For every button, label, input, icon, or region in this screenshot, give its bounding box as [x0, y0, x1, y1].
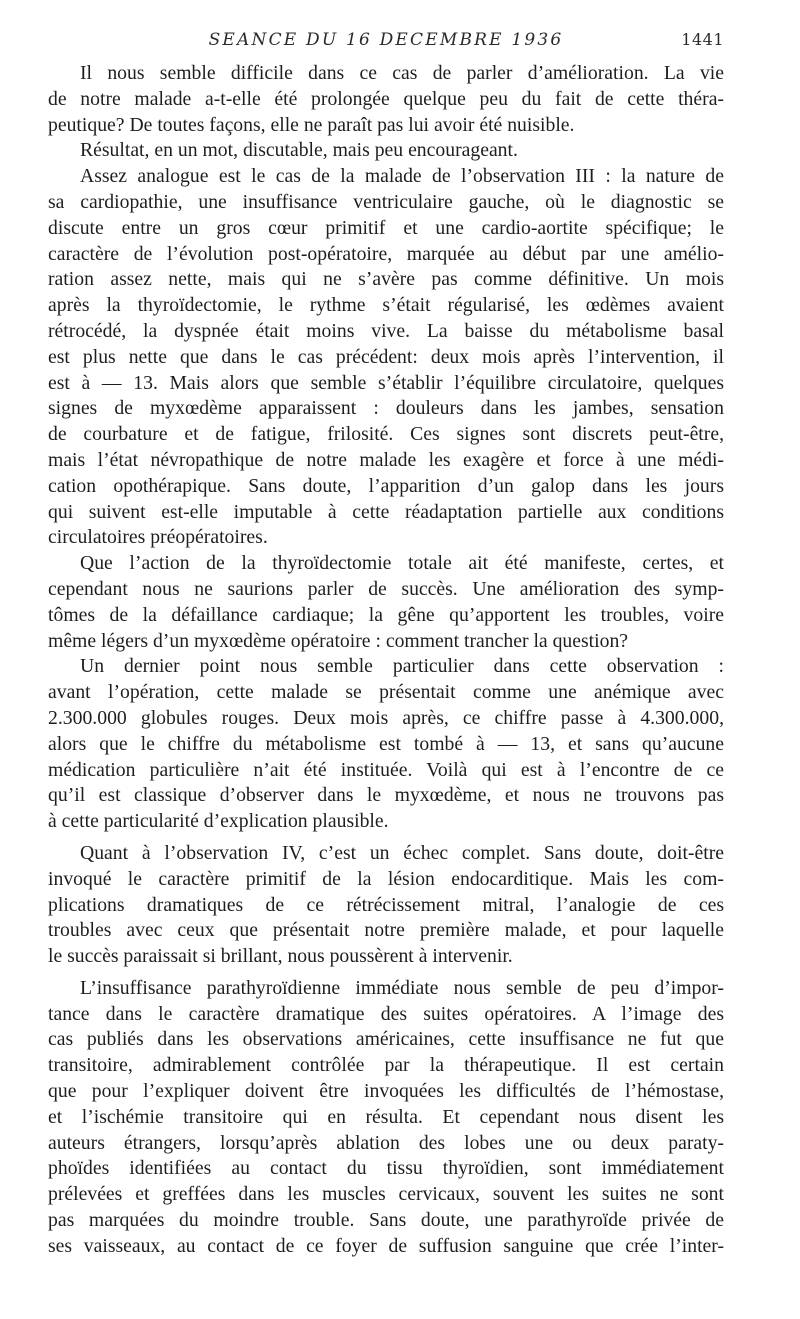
- text-line: Assez analogue est le cas de la malade de l’observation III : la nature de: [80, 165, 724, 188]
- text-line: pas marquées du moindre trouble. Sans doute, une parathyroïde privée de: [48, 1209, 724, 1232]
- text-line: invoqué le caractère primitif de la lésion endocarditique. Mais les com-: [48, 867, 724, 890]
- text-line: prélevées et greffées dans les muscles cervicaux, souvent les suites ne sont: [48, 1183, 724, 1206]
- paragraph: [48, 654, 724, 835]
- text-line: tance dans le caractère dramatique des suites opératoires. A l’image des: [48, 1002, 724, 1025]
- text-line: qu’il est classique d’observer dans le myxœdème, et nous ne trouvons pas: [48, 784, 724, 807]
- text-line: le succès paraissait si brillant, nous poussèrent à intervenir.: [48, 945, 513, 968]
- text-line: Quant à l’observation IV, c’est un échec complet. Sans doute, doit-être: [80, 841, 724, 864]
- text-line: est à — 13. Mais alors que semble s’établir l’équilibre circulatoire, quelques: [48, 371, 724, 394]
- text-line: sa cardiopathie, une insuffisance ventriculaire gauche, où le diagnostic se: [48, 190, 724, 213]
- article-body: [48, 61, 724, 1260]
- paragraph: [48, 551, 724, 654]
- paragraph: [48, 164, 724, 551]
- page-number: 1441: [681, 30, 724, 49]
- text-line: que pour l’expliquer doivent être invoquées les difficultés de l’hémostase,: [48, 1080, 724, 1103]
- text-line: à cette particularité d’explication plausible.: [48, 810, 389, 833]
- text-line: rétrocédé, la dyspnée était moins vive. La baisse du métabolisme basal: [48, 319, 724, 342]
- text-line: caractère de l’évolution post-opératoire, marquée au début par une amélio-: [48, 242, 724, 265]
- running-header: [48, 30, 724, 56]
- paragraph: [48, 138, 724, 164]
- text-line: après la thyroïdectomie, le rythme s’était régularisé, les œdèmes avaient: [48, 294, 724, 317]
- text-line: Que l’action de la thyroïdectomie totale ait été manifeste, certes, et: [80, 552, 724, 575]
- text-line: ration assez nette, mais qui ne s’avère pas comme définitive. Un mois: [48, 268, 724, 291]
- text-line: même légers d’un myxœdème opératoire : comment trancher la question?: [48, 629, 629, 652]
- text-line: 2.300.000 globules rouges. Deux mois après, ce chiffre passe à 4.300.000,: [48, 706, 724, 729]
- text-line: qui suivent est-elle imputable à cette réadaptation partielle aux conditions: [48, 500, 724, 523]
- text-line: Il nous semble difficile dans ce cas de parler d’amélioration. La vie: [80, 62, 724, 84]
- text-line: cependant nous ne saurions parler de succès. Une amélioration des symp-: [48, 577, 724, 600]
- text-line: troubles avec ceux que présentait notre première malade, et pour laquelle: [48, 919, 724, 942]
- text-line: avant l’opération, cette malade se présentait comme une anémique avec: [48, 681, 724, 704]
- text-line: phoïdes identifiées au contact du tissu thyroïdien, sont immédiatement: [48, 1157, 724, 1180]
- text-line: peutique? De toutes façons, elle ne paraît pas lui avoir été nuisible.: [48, 113, 575, 136]
- text-line: Résultat, en un mot, discutable, mais peu encourageant.: [80, 139, 518, 162]
- text-line: auteurs étrangers, lorsqu’après ablation des lobes une ou deux paraty-: [48, 1131, 724, 1154]
- text-line: transitoire, admirablement contrôlée par la thérapeutique. Il est certain: [48, 1054, 724, 1077]
- paragraph: [48, 61, 724, 138]
- text-line: de notre malade a-t-elle été prolongée quelque peu du fait de cette théra-: [48, 87, 724, 110]
- text-line: de courbature et de fatigue, frilosité. Ces signes sont discrets peut-être,: [48, 423, 724, 446]
- text-line: est plus nette que dans le cas précédent: deux mois après l’intervention, il: [48, 345, 724, 368]
- text-line: alors que le chiffre du métabolisme est tombé à — 13, et sans qu’aucune: [48, 732, 724, 755]
- text-line: plications dramatiques de ce rétrécissement mitral, l’analogie de ces: [48, 893, 724, 916]
- text-line: ses vaisseaux, au contact de ce foyer de suffusion sanguine que crée l’inter-: [48, 1234, 724, 1257]
- paragraph: [48, 976, 724, 1260]
- paragraph: [48, 841, 724, 970]
- running-title: SEANCE DU 16 DECEMBRE 1936: [208, 30, 564, 50]
- text-line: circulatoires préopératoires.: [48, 526, 268, 549]
- text-line: tômes de la défaillance cardiaque; la gêne qu’apportent les troubles, voire: [48, 603, 724, 626]
- text-line: et l’ischémie transitoire qui en résulta. Et cependant nous disent les: [48, 1105, 724, 1128]
- text-line: discute entre un gros cœur primitif et une cardio-aortite spécifique; le: [48, 216, 724, 239]
- text-line: mais l’état névropathique de notre malade les exagère et force à une médi-: [48, 448, 724, 471]
- text-line: médication particulière n’ait été instituée. Voilà qui est à l’encontre de ce: [48, 758, 724, 781]
- text-line: L’insuffisance parathyroïdienne immédiate nous semble de peu d’impor-: [80, 976, 724, 999]
- text-line: Un dernier point nous semble particulier dans cette observation :: [80, 655, 724, 678]
- text-line: signes de myxœdème apparaissent : douleurs dans les jambes, sensation: [48, 397, 724, 420]
- text-line: cation opothérapique. Sans doute, l’apparition d’un galop dans les jours: [48, 474, 724, 497]
- text-line: cas publiés dans les observations américaines, cette insuffisance ne fut que: [48, 1028, 724, 1051]
